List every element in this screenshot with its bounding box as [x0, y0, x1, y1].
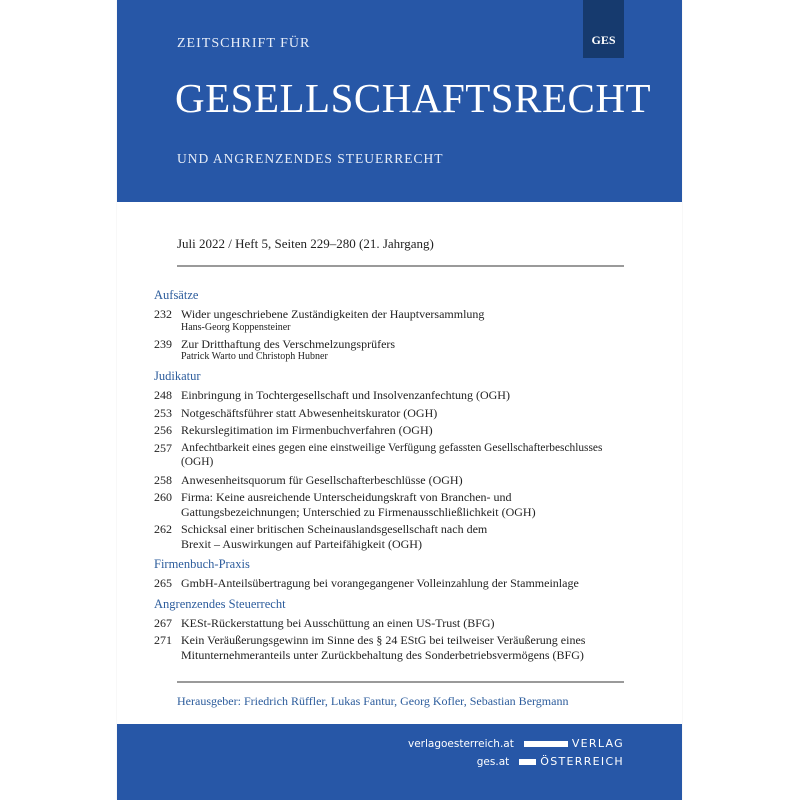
entry-title: Einbringung in Tochtergesellschaft und Insolvenzanfechtung (OGH)	[181, 388, 510, 402]
entry-title: Firma: Keine ausreichende Unterscheidungskraft von Branchen- und Gattungsbezeichnungen; Unterschied zu Firmenausschließlichkeit (OGH)	[181, 490, 536, 519]
toc-section-firmenbuch-praxis	[154, 557, 624, 591]
cover-header	[117, 0, 682, 202]
entry-title: Zur Dritthaftung des Verschmelzungsprüfers	[181, 336, 396, 351]
entry-title: Anwesenheitsquorum für Gesellschafterbeschlüsse (OGH)	[181, 472, 463, 487]
editors-line: Herausgeber: Friedrich Rüffler, Lukas Fantur, Georg Kofler, Sebastian Bergmann	[177, 694, 569, 708]
toc-entry[interactable]	[154, 307, 624, 334]
section-title: Aufsätze	[154, 288, 199, 302]
page-number: 271	[154, 633, 172, 647]
brand-oesterreich: ÖSTERREICH	[540, 755, 624, 768]
journal-title: GESELLSCHAFTSRECHT	[175, 75, 651, 121]
toc-entry[interactable]	[154, 522, 624, 551]
issue-info: Juli 2022 / Heft 5, Seiten 229–280 (21. Jahrgang)	[177, 236, 434, 251]
page-number: 260	[154, 490, 172, 504]
toc-section-angrenzendes-steuerrecht	[154, 597, 624, 663]
entry-title: GmbH-Anteilsübertragung bei vorangegangener Volleinzahlung der Stammeinlage	[181, 576, 579, 590]
page-number: 265	[154, 576, 172, 590]
toc-section-judikatur	[154, 369, 624, 551]
journal-badge: GES	[583, 0, 624, 58]
logo-bar-long	[524, 741, 568, 747]
entry-author: Patrick Warto und Christoph Hubner	[181, 351, 328, 362]
logo-bar-short	[519, 759, 536, 765]
section-title: Firmenbuch-Praxis	[154, 557, 250, 571]
page-number: 253	[154, 405, 172, 420]
divider-top	[177, 265, 624, 267]
journal-url[interactable]: ges.at	[476, 755, 510, 768]
toc-entry[interactable]	[154, 388, 624, 403]
brand-verlag: VERLAG	[571, 737, 624, 750]
footer-row-2	[477, 755, 624, 768]
entry-title: Kein Veräußerungsgewinn im Sinne des § 24 EStG bei teilweiser Veräußerung eines Mitunternehmeranteils unter Zurückbehaltung des Sonderbetriebsvermögens (BFG)	[181, 633, 586, 662]
page-number: 267	[154, 615, 172, 630]
journal-kicker: ZEITSCHRIFT FÜR	[177, 36, 311, 51]
entry-title: KESt-Rückerstattung bei Ausschüttung an einen US-Trust (BFG)	[181, 615, 495, 630]
toc-entry[interactable]	[154, 633, 624, 662]
toc-entry[interactable]	[154, 423, 624, 438]
page-number: 248	[154, 388, 172, 402]
journal-subtitle: UND ANGRENZENDES STEUERRECHT	[177, 151, 444, 166]
toc-entry[interactable]	[154, 490, 624, 519]
toc-entry[interactable]	[154, 473, 624, 488]
journal-cover	[117, 0, 682, 800]
publisher-footer	[117, 724, 682, 800]
section-title: Judikatur	[154, 369, 201, 383]
entry-title: Notgeschäftsführer statt Abwesenheitskurator (OGH)	[181, 405, 438, 420]
toc-entry[interactable]	[154, 576, 624, 591]
toc-section-aufsaetze	[154, 288, 624, 363]
page-number: 257	[154, 440, 172, 455]
page-number: 258	[154, 472, 172, 487]
table-of-contents	[154, 288, 624, 668]
page-number: 256	[154, 423, 172, 437]
divider-bottom	[177, 681, 624, 683]
entry-author: Hans-Georg Koppensteiner	[181, 321, 291, 333]
toc-entry[interactable]	[154, 616, 624, 631]
entry-title: Wider ungeschriebene Zuständigkeiten der Hauptversammlung	[181, 307, 485, 321]
entry-title: Schicksal einer britischen Scheinauslandsgesellschaft nach dem Brexit – Auswirkungen auf Parteifähigkeit (OGH)	[181, 522, 488, 551]
section-title: Angrenzendes Steuerrecht	[154, 596, 286, 611]
toc-entry[interactable]	[154, 337, 624, 364]
page-number: 239	[154, 336, 172, 351]
footer-row-1	[408, 737, 624, 750]
page-number: 232	[154, 307, 172, 321]
page-number: 262	[154, 522, 172, 536]
publisher-url[interactable]: verlagoesterreich.at	[407, 737, 514, 750]
entry-title: Rekurslegitimation im Firmenbuchverfahren (OGH)	[181, 423, 433, 437]
entry-title: Anfechtbarkeit eines gegen eine einstweilige Verfügung gefassten Gesellschafterbeschlusses (OGH)	[181, 441, 603, 468]
toc-entry[interactable]	[154, 406, 624, 421]
toc-entry[interactable]	[154, 441, 624, 470]
